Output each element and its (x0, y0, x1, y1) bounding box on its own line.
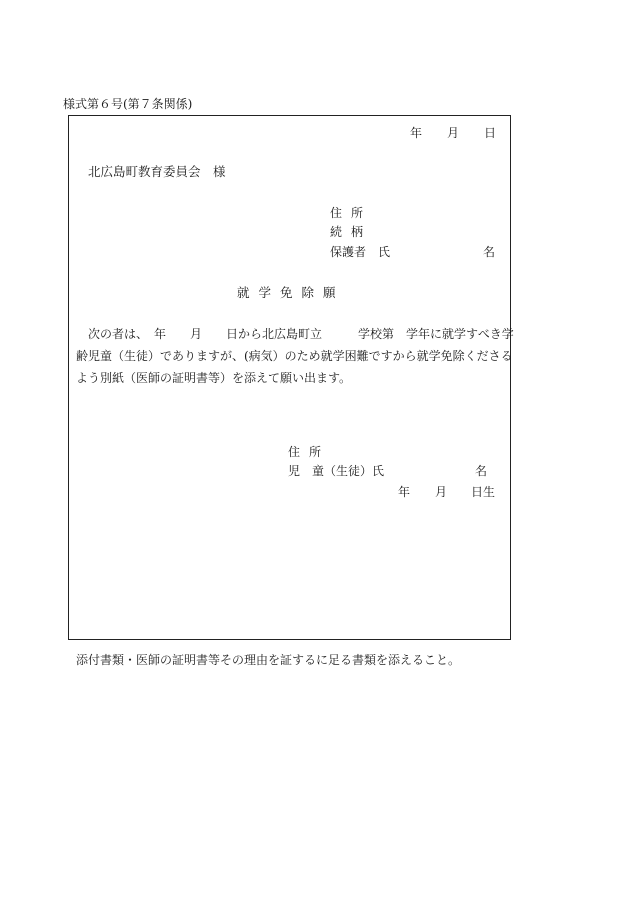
request-body (76, 323, 514, 389)
document-title: 就学免除願 (237, 285, 345, 300)
child-name-label: 児 童（生徒）氏 (288, 464, 385, 478)
child-name-suffix: 名 (475, 464, 488, 478)
addressee: 北広島町教育委員会 様 (88, 164, 226, 179)
request-body-line: 齢児童（生徒）でありますが、(病気）のため就学困難ですから就学免除くださる (76, 349, 513, 363)
guardian-address-label: 住所 (330, 206, 373, 220)
child-address-label: 住所 (288, 445, 331, 459)
submission-day-label: 日 (484, 126, 497, 140)
submission-year-label: 年 (410, 126, 423, 140)
birth-month-label: 月 (435, 485, 448, 499)
birth-day-label: 日生 (471, 485, 496, 499)
request-body-line: よう別紙（医師の証明書等）を添えて願い出ます。 (76, 371, 352, 385)
request-body-line: 次の者は、 年 月 日から北広島町立 学校第 学年に就学すべき学 (76, 327, 514, 341)
form-number-label: 様式第６号(第７条関係) (63, 97, 193, 111)
guardian-name-suffix: 名 (483, 245, 496, 259)
guardian-relationship-label: 続柄 (330, 225, 373, 239)
guardian-name-label: 保護者 氏 (330, 245, 391, 259)
birth-year-label: 年 (398, 485, 411, 499)
attachment-note: 添付書類・医師の証明書等その理由を証するに足る書類を添えること。 (76, 653, 461, 667)
submission-month-label: 月 (447, 126, 460, 140)
